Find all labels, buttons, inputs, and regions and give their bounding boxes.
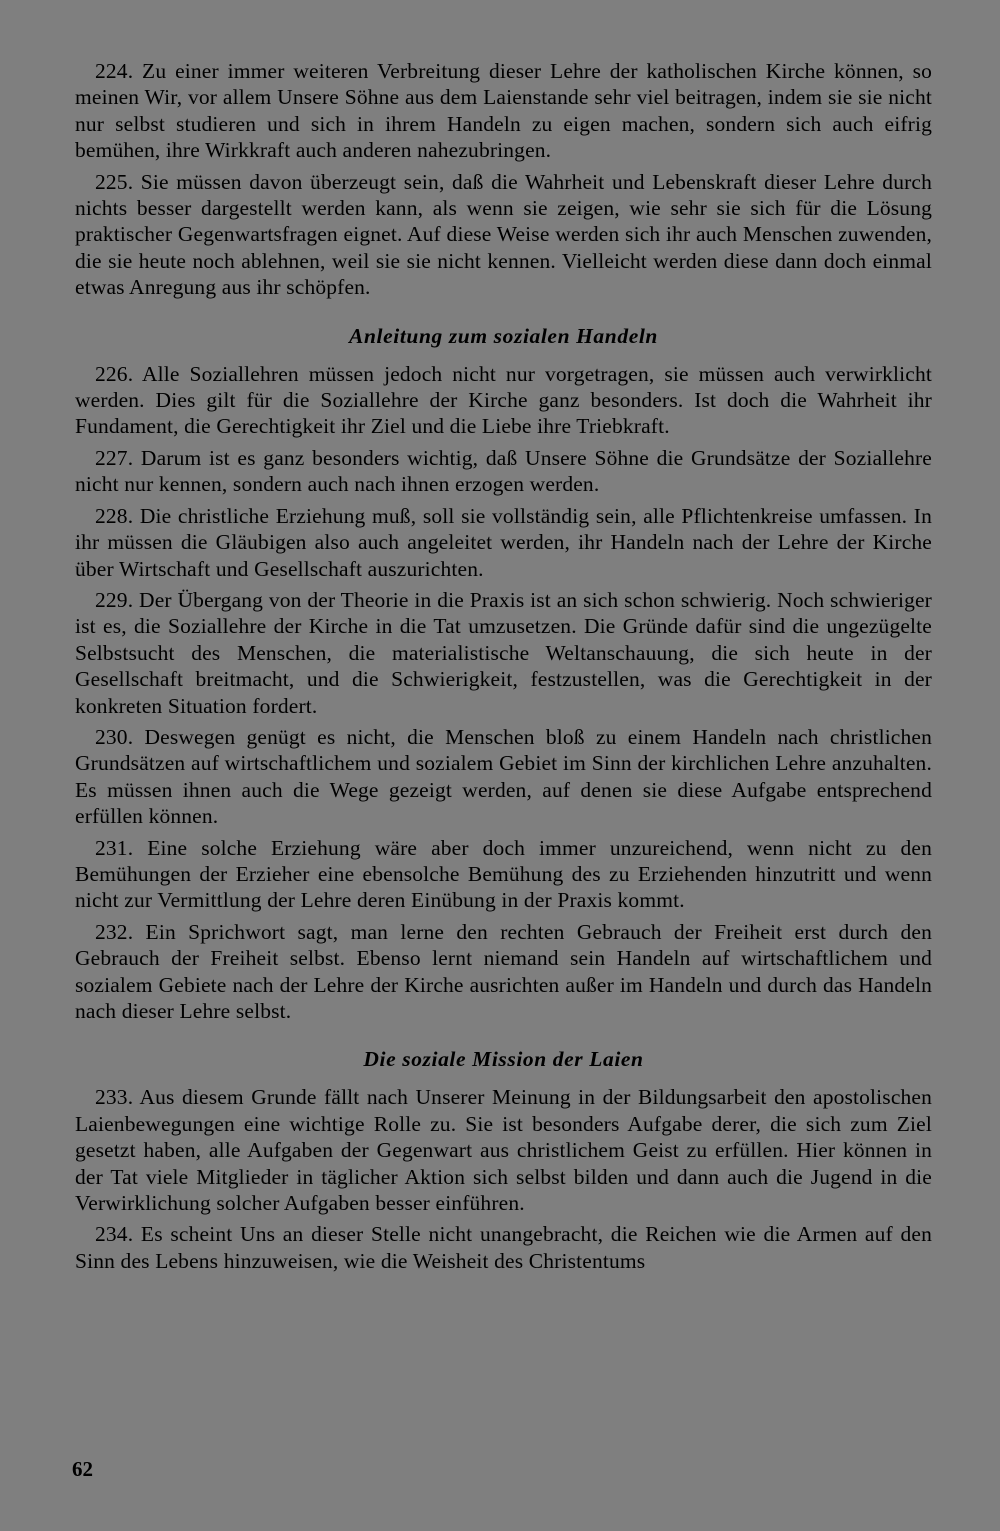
section-heading-social-action: Anleitung zum sozialen Handeln (349, 323, 658, 348)
paragraph-229: 229. Der Übergang von der Theorie in die Praxis ist an sich schon schwierig. Noch schwieriger ist es, die Soziallehre der Kirche in die Tat umzusetzen. Die Gründe dafür sind die ungezügelte Selbstsucht des Menschen, die materialistische Weltanschauung, die sich heute in der Gesellschaft breitmacht, und die Schwierigkeit, festzustellen, was die Gerechtigkeit in der konkreten Situation fordert. (75, 587, 932, 718)
paragraph-234: 234. Es scheint Uns an dieser Stelle nicht unangebracht, die Reichen wie die Armen auf den Sinn des Lebens hinzuweisen, wie die Weisheit des Christentums (75, 1222, 932, 1273)
paragraph-228: 228. Die christliche Erziehung muß, soll sie vollständig sein, alle Pflichtenkreise umfassen. In ihr müssen die Gläubigen also auch angeleitet werden, ihr Handeln nach der Lehre der Kirche über Wirtschaft und Gesellschaft auszurichten. (75, 503, 932, 581)
paragraph-226: 226. Alle Soziallehren müssen jedoch nicht nur vorgetragen, sie müssen auch verwirklicht werden. Dies gilt für die Soziallehre der Kirche ganz besonders. Ist doch die Wahrheit ihr Fundament, die Gerechtigkeit ihr Ziel und die Liebe ihre Triebkraft. (75, 361, 932, 439)
paragraph-232: 232. Ein Sprichwort sagt, man lerne den rechten Gebrauch der Freiheit erst durch den Gebrauch der Freiheit selbst. Ebenso lernt niemand sein Handeln auf wirtschaftlichem und sozialem Gebiete nach der Lehre der Kirche ausrichten außer im Handeln und durch das Handeln nach dieser Lehre selbst. (75, 919, 932, 1023)
paragraph-227: 227. Darum ist es ganz besonders wichtig, daß Unsere Söhne die Grundsätze der Soziallehre nicht nur kennen, sondern auch nach ihnen erzogen werden. (75, 445, 932, 497)
section-heading-lay-mission: Die soziale Mission der Laien (363, 1047, 644, 1072)
text-column (75, 58, 932, 1279)
page-number: 62 (72, 1457, 93, 1481)
paragraph-233: 233. Aus diesem Grunde fällt nach Unserer Meinung in der Bildungsarbeit den apostolischen Laienbewegungen eine wichtige Rolle zu. Sie ist besonders Aufgabe derer, die sich zum Ziel gesetzt haben, alle Aufgaben der Gegenwart aus christlichem Geist zu erfüllen. Hier können in der Tat viele Mitglieder in täglicher Aktion sich selbst bilden und dann auch die Jugend in die Verwirklichung solcher Aufgaben besser einführen. (75, 1085, 932, 1216)
paragraph-230: 230. Deswegen genügt es nicht, die Menschen bloß zu einem Handeln nach christlichen Grundsätzen auf wirtschaftlichem und sozialem Gebiet im Sinn der kirchlichen Lehre anzuhalten. Es müssen ihnen auch die Wege gezeigt werden, auf denen sie diese Aufgabe entsprechend erfüllen können. (75, 724, 932, 829)
paragraph-231: 231. Eine solche Erziehung wäre aber doch immer unzureichend, wenn nicht zu den Bemühungen der Erzieher eine ebensolche Bemühung des zu Erziehenden hinzutritt und wenn nicht zur Vermittlung der Lehre deren Einübung in der Praxis kommt. (75, 835, 932, 913)
paragraph-225: 225. Sie müssen davon überzeugt sein, daß die Wahrheit und Lebenskraft dieser Lehre durch nichts besser dargestellt werden kann, als wenn sie zeigen, wie sehr sie sich für die Lösung praktischer Gegenwartsfragen eignet. Auf diese Weise werden sich ihr auch Menschen zuwenden, die sie heute noch ablehnen, weil sie sie nicht kennen. Vielleicht werden diese dann doch einmal etwas Anregung aus ihr schöpfen. (75, 169, 932, 300)
paragraph-224: 224. Zu einer immer weiteren Verbreitung dieser Lehre der katholischen Kirche können, so meinen Wir, vor allem Unsere Söhne aus dem Laienstande sehr viel beitragen, indem sie sie nicht nur selbst studieren und sich in ihrem Handeln zu eigen machen, sondern sich auch eifrig bemühen, ihre Wirkkraft auch anderen nahezubringen. (75, 59, 932, 163)
